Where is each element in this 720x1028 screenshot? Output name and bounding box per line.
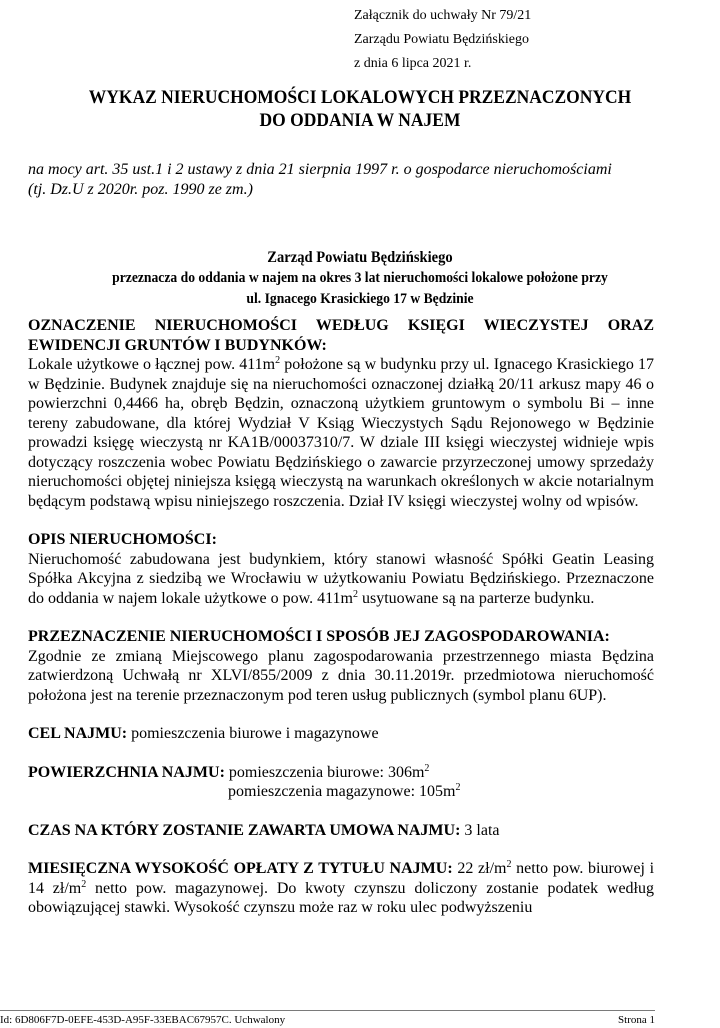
board-name: Zarząd Powiatu Będzińskiego — [267, 249, 453, 266]
rental-goal-value: pomieszczenia biurowe i magazynowe — [127, 725, 379, 742]
attachment-line-date: z dnia 6 lipca 2021 r. — [354, 56, 472, 71]
document-body — [28, 316, 654, 937]
section-property-description — [28, 530, 654, 608]
section-rental-term — [28, 821, 654, 841]
section-monthly-fee: MIESIĘCZNA WYSOKOŚĆ OPŁATY Z TYTUŁU NAJMU: 22 $zł/m^2$ netto pow. biurowej i 14 $zł/m^2$ netto pow. magazynowej. Do kwoty czynszu doliczony zostanie podatek według obowiązującej stawki. Wysokość czynszu może raz w roku ulec podwyższeniu — [28, 859, 655, 916]
board-statement-line: przeznacza do oddania w najem na okres 3 lat nieruchomości lokalowe położone przy — [112, 270, 608, 286]
legal-basis — [28, 160, 688, 200]
page-footer — [0, 1014, 655, 1027]
section-rental-goal — [28, 724, 654, 744]
title-line-2: DO ODDANIA W NAJEM — [259, 110, 461, 131]
legal-basis-line-1: na mocy art. 35 ust.1 i 2 ustawy z dnia 21 sierpnia 1997 r. o gospodarce nieruchomościami — [28, 161, 612, 178]
attachment-header — [354, 4, 531, 76]
monthly-fee-label: MIESIĘCZNA WYSOKOŚĆ OPŁATY Z TYTUŁU NAJMU: — [28, 860, 453, 877]
document-id: Id: 6D806F7D-0EFE-453D-A95F-33EBAC67957C. Uchwalony — [0, 1014, 286, 1026]
section-rental-area: POWIERZCHNIA NAJMU: pomieszczenia biurowe: $306m^2$ pomieszczenia magazynowe: $105m^2$ — [28, 762, 461, 800]
board-statement — [22, 247, 699, 310]
section-heading: OPIS NIERUCHOMOŚCI: — [28, 531, 217, 548]
rental-area-office: pomieszczenia biurowe: 306m — [224, 763, 425, 781]
rental-term-label: CZAS NA KTÓRY ZOSTANIE ZAWARTA UMOWA NAJMU: — [28, 821, 461, 839]
title-line-1: WYKAZ NIERUCHOMOŚCI LOKALOWYCH PRZEZNACZONYCH — [88, 87, 632, 108]
document-title — [29, 86, 691, 132]
legal-basis-line-2: (tj. Dz.U z 2020r. poz. 1990 ze zm.) — [28, 181, 253, 198]
section-property-purpose — [28, 627, 654, 705]
rental-area-storage: pomieszczenia magazynowe: 105m — [228, 783, 456, 800]
section-text: Zgodnie ze zmianą Miejscowego planu zagospodarowania przestrzennego miasta Będzina zatwierdzoną Uchwałą nr XLVI/855/2009 z dnia 30.11.2019r. przedmiotowa nieruchomość położona jest na terenie przeznaczonym pod teren usług publicznych (symbol planu 6UP). — [28, 647, 654, 704]
section-land-register — [28, 316, 654, 511]
attachment-line-resolution: Załącznik do uchwały Nr 79/21 — [354, 8, 532, 23]
attachment-line-board: Zarządu Powiatu Będzińskiego — [354, 32, 529, 47]
section-text: Nieruchomość zabudowana jest budynkiem, który stanowi własność Spółki Geatin Leasing Spółka Akcyjna z siedzibą we Wrocławiu w użytkowaniu Powiatu Będzińskiego. Przeznaczone do oddania w najem lokale użytkowe o pow. $411m^2$ usytuowane są na parterze budynku. — [28, 550, 654, 607]
footer-divider — [0, 1010, 655, 1011]
rental-term-value: 3 lata — [460, 821, 500, 839]
section-heading: PRZEZNACZENIE NIERUCHOMOŚCI I SPOSÓB JEJ ZAGOSPODAROWANIA: — [28, 628, 610, 645]
property-address: ul. Ignacego Krasickiego 17 w Będzinie — [246, 291, 474, 307]
section-text: Lokale użytkowe o łącznej pow. $411m^2$ położone są w budynku przy ul. Ignacego Krasickiego 17 w Będzinie. Budynek znajduje się na nieruchomości oznaczonej działką 20/11 arkusz mapy 46 o powierzchni 0,4466 ha, obręb Będzin, oznaczoną użytkiem gruntowym o symbolu Bi – inne tereny zabudowane, dla której Wydział V Ksiąg Wieczystych Sądu Rejonowego w Będzinie prowadzi księgę wieczystą nr KA1B/00037310/7. W dziale III księgi wieczystej widnieje wpis dotyczący roszczenia wobec Powiatu Będzińskiego o zawarcie przyrzeczonej umowy sprzedaży nieruchomości objętej niniejsza księgą wieczystą na warunkach określonych w akcie notarialnym będącym podstawą wpisu niniejszego roszczenia. Dział IV księgi wieczystej wolny od wpisów. — [28, 355, 655, 510]
rental-goal-label: CEL NAJMU: — [28, 725, 128, 742]
page-number: Strona 1 — [618, 1014, 655, 1026]
section-heading: OZNACZENIE NIERUCHOMOŚCI WEDŁUG KSIĘGI WIECZYSTEJ ORAZ EWIDENCJI GRUNTÓW I BUDYNKÓW: — [28, 317, 654, 354]
rental-area-label: POWIERZCHNIA NAJMU: — [28, 763, 225, 781]
